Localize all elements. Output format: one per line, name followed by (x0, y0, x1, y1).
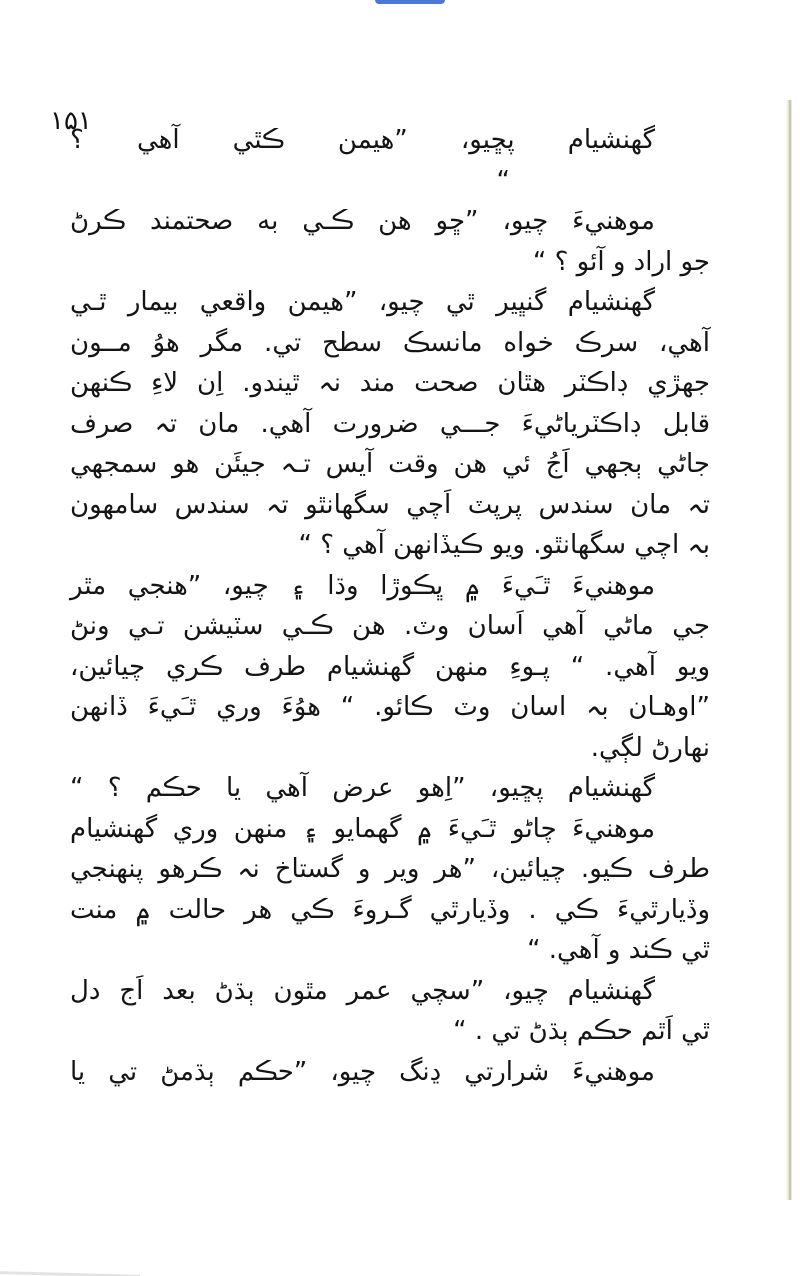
page-number: ۱۵۱ (50, 106, 92, 136)
text-line: قابل ڊاڪٽرياڻيءَ جـــي ضرورت آهي. مان تہ صرف (70, 408, 710, 439)
text-line: موهنيءَ چاڻو ٿـَيءَ ۾ گهمايو ۽ منهن وري گھنشيام (70, 813, 655, 844)
text-line: گھنشيام پڇيو، ”اِهو عرض آهي يا حڪم ؟ “ (70, 773, 655, 803)
text-line: بہ اچي سگهانٿو. ويو ڪيڏانهن آهي ؟ “ (298, 530, 710, 560)
text-line: موهنيءَ چيو، ”ڇو هن ڪـي به صحتمند ڪرڻ (70, 206, 655, 236)
text-line: جو اراد و آئو ؟ “ (532, 246, 710, 277)
text-line: ”اوهـان بہ اسان وٽ ڪائو. “ هوُءَ وري ٿـَيءَ ڏانهن (70, 692, 710, 722)
text-line: جاڻي ٻجهي اَجُ ئي هن وقت آيس تـہ جيئَن هو سمجهي (70, 449, 710, 479)
text-line: موهنيءَ ٿـَيءَ ۾ ڀڪوڙا وڌا ۽ چيو، ”هنجي مٿر (70, 570, 655, 601)
body-text (70, 120, 710, 1092)
text-line: ٿي ڪند و آهي. “ (527, 935, 710, 965)
page-edge-shadow (786, 100, 792, 1200)
text-line: گھنشيام پڇيو، ”هيمن ڪٿي آهي ؟ (70, 125, 655, 155)
text-line: موهنيءَ شرارتي ڍنگ چيو، ”حڪم ٻڌمڻ تي يا (70, 1056, 655, 1087)
page-bottom-edge (0, 1271, 140, 1276)
text-line: گھنشيام چيو، ”سچي عمر مٿون ٻڌڻ بعد اَج دل (70, 975, 655, 1006)
text-line: وڏيارٿيءَ ڪي . وڏيارٿي گـروءَ ڪي هر حالت ۾ منت (70, 894, 710, 925)
scanner-edge-mark (375, 0, 445, 4)
text-line: طرف ڪيو. چيائين، ”هر وير و گستاخ نہ ڪرهو پنهنجي (70, 854, 710, 884)
text-line: گھنشيام گنڀير ٿي چيو، ”هيمن واقعي بيمار ٿـي (70, 287, 655, 317)
text-line: ويو آهي. “ پـوءِ منهن گھنشيام طرف ڪري چيائين، (70, 651, 710, 682)
text-line: ٿي اَٿم حڪم ٻڌڻ تي . “ (453, 1016, 710, 1046)
text-line: آهي، سرڪ خواه مانسڪ سطح تي. مگر هوُ مــون (70, 327, 710, 358)
text-line: جهڙي ڊاڪٽر هٿان صحت مند نہ ٿيندو. اِن لاءِ ڪنهن (70, 368, 710, 398)
text-line: “ (496, 165, 510, 196)
text-line: تہ مان سندس پرپٽ اَچي سگهانٿو تہ سندس سامهون (70, 489, 710, 520)
text-line: نهارڻ لڳي. (590, 732, 710, 763)
text-line: جي ماڻي آهي اَسان وٽ. هن ڪـي سٽيشن تـي ونڻ (70, 611, 710, 641)
